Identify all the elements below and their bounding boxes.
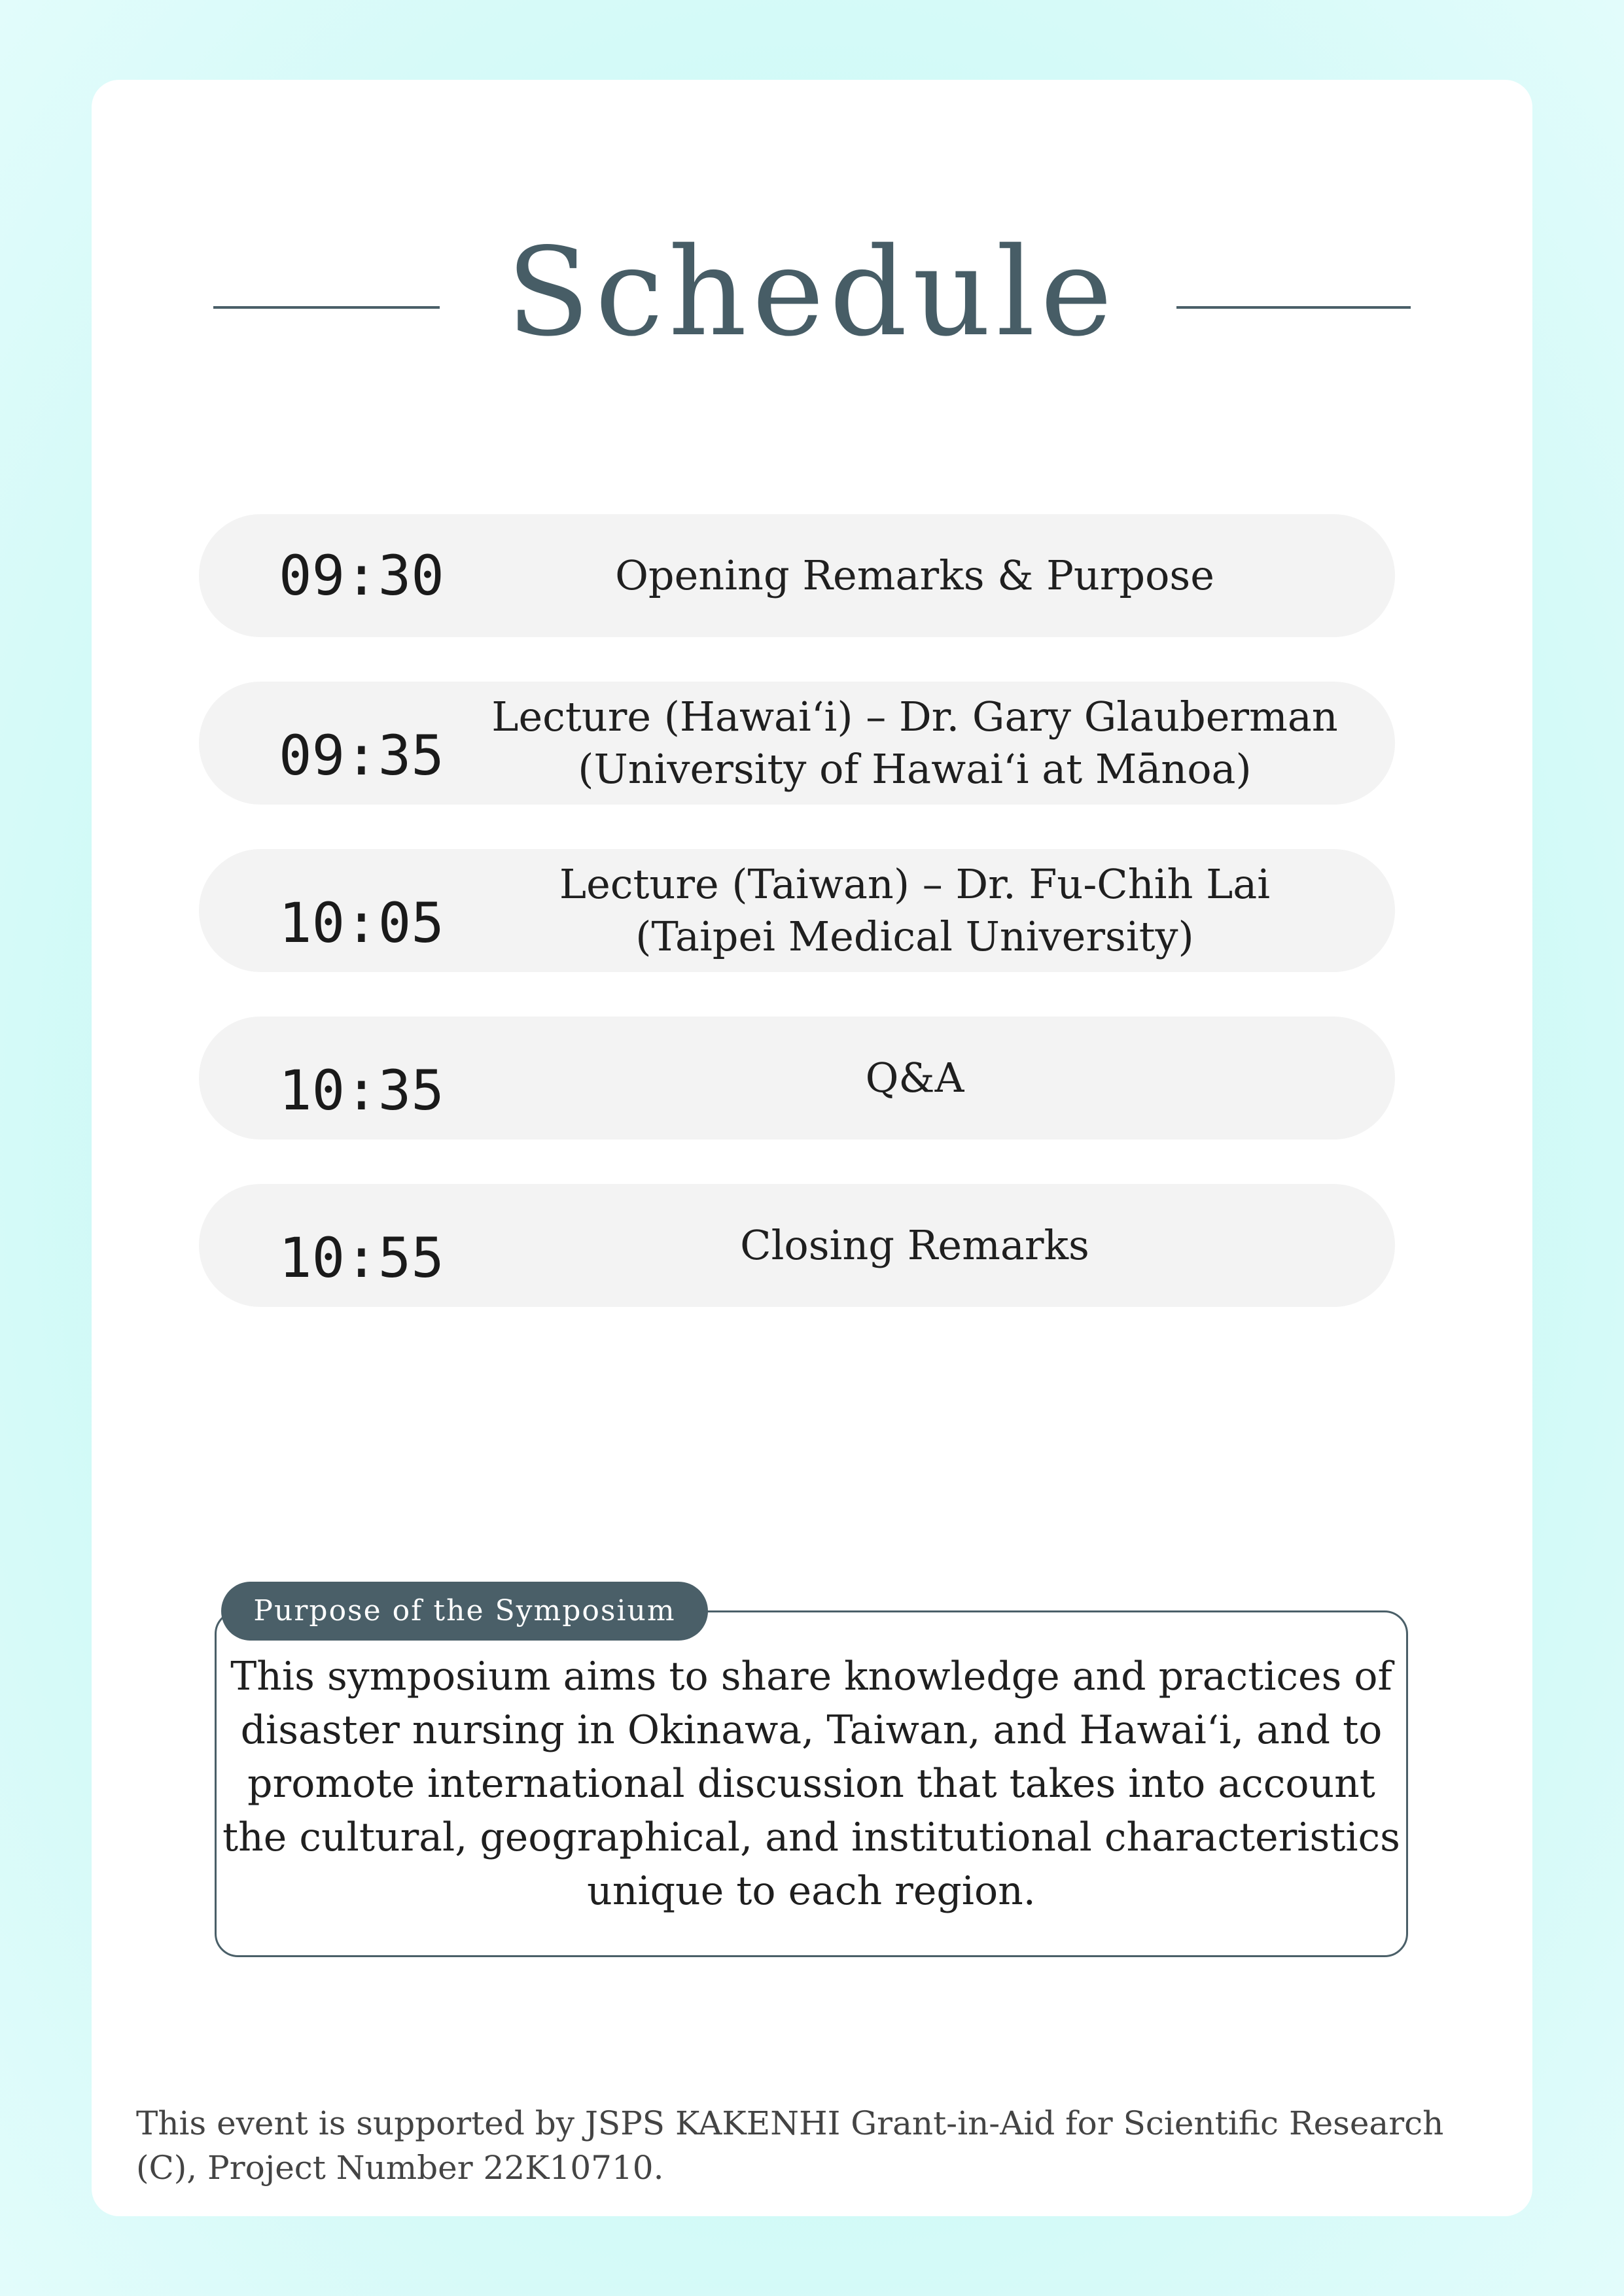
schedule-row <box>199 1184 1395 1307</box>
schedule-row <box>199 849 1395 972</box>
schedule-description <box>448 1017 1382 1139</box>
schedule-description <box>448 514 1382 637</box>
schedule-time: 10:35 <box>279 1058 444 1122</box>
funding-note: This event is supported by JSPS KAKENHI Grant-in-Aid for Scientific Research (C), Project Number 22K10710. <box>136 2104 1444 2187</box>
schedule-row <box>199 682 1395 805</box>
schedule-title: Opening Remarks & Purpose <box>615 551 1214 599</box>
page-title: Schedule <box>506 221 1118 363</box>
schedule-description <box>448 1184 1382 1307</box>
schedule-description <box>448 682 1382 805</box>
purpose-text: This symposium aims to share knowledge and practices of disaster nursing in Okinawa, Taiwan, and Hawaiʻi, and to promote international discussion that takes into account the cultural, geographical, and institutional characteristics unique to each region. <box>222 1654 1400 1914</box>
schedule-title: Lecture (Hawaiʻi) – Dr. Gary Glauberman <box>491 693 1338 740</box>
schedule-row <box>199 514 1395 637</box>
schedule-time: 09:35 <box>279 723 444 788</box>
schedule-time: 09:30 <box>279 544 444 608</box>
schedule-time: 10:55 <box>279 1226 444 1290</box>
schedule-list <box>199 514 1395 1351</box>
schedule-row <box>199 1017 1395 1139</box>
schedule-time: 10:05 <box>279 891 444 955</box>
schedule-title: Q&A <box>865 1054 964 1102</box>
schedule-affiliation: (University of Hawaiʻi at Mānoa) <box>578 745 1252 793</box>
schedule-card <box>92 80 1532 2216</box>
schedule-title: Closing Remarks <box>740 1221 1089 1269</box>
schedule-affiliation: (Taipei Medical University) <box>635 913 1194 960</box>
schedule-description <box>448 849 1382 972</box>
purpose-label: Purpose of the Symposium <box>221 1582 708 1641</box>
schedule-title: Lecture (Taiwan) – Dr. Fu-Chih Lai <box>559 860 1271 908</box>
